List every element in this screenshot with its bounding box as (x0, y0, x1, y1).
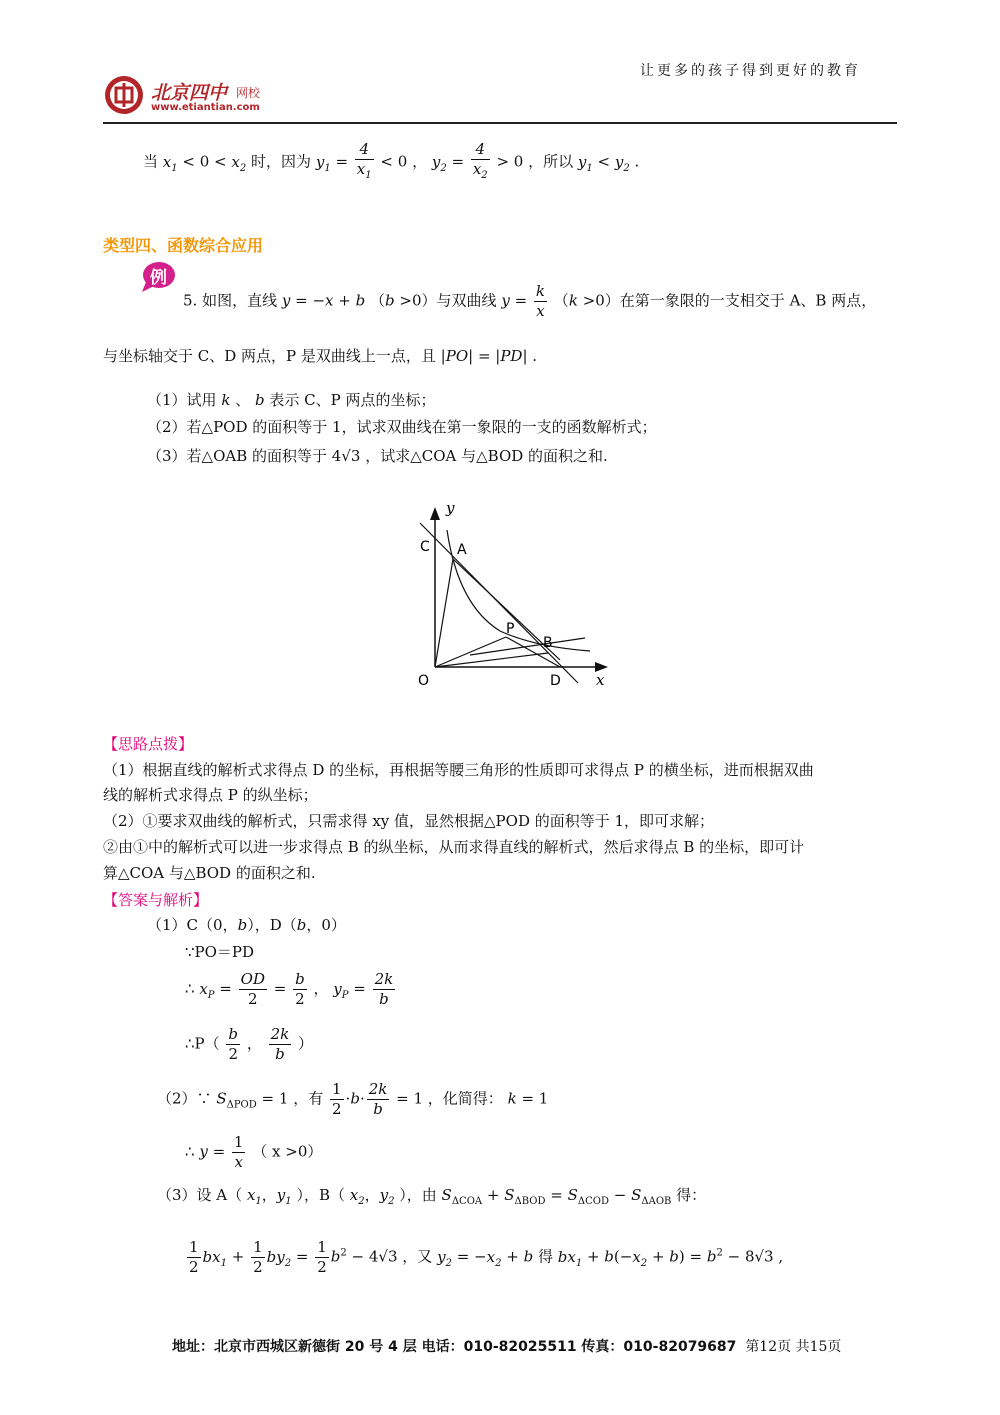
logo-url: www.etiantian.com (151, 102, 260, 113)
text-segment: ， (261, 1186, 277, 1204)
hint-line-5: 算△COA 与△BOD 的面积之和. (103, 864, 316, 882)
text-segment: ，化简得： (427, 1089, 503, 1108)
question-intro: 5. 如图，直线 y = −x + b （b >0）与双曲线 y = $\frac{k}{x}$ （k >0）在第一象限的一支相交于 A、B 两点， (183, 282, 877, 320)
text-segment: ，试求△COA 与△BOD 的面积之和. (365, 447, 608, 465)
question-part3: （3）若△OAB 的面积等于 4√3 ，试求△COA 与△BOD 的面积之和. (147, 447, 608, 465)
text-segment: ），D（ (247, 916, 297, 934)
answer-part1-coords: （1）C（0，b），D（b，0） (147, 916, 346, 934)
text-segment: （ (553, 291, 569, 310)
text-segment: （2）∵ (157, 1089, 212, 1108)
text-segment: ， (412, 152, 428, 171)
therefore-symbol: ∴ (185, 1142, 195, 1161)
answer-point-p: ∴P（ $\frac{b}{2}$ ， $\frac{2k}{b}$ ） (185, 1025, 314, 1063)
example-badge-label: 例 (150, 268, 167, 288)
hyperbola (447, 530, 590, 651)
hint-line-1: （1）根据直线的解析式求得点 D 的坐标，再根据等腰三角形的性质即可求得点 P 的横坐标，进而根据双曲 (103, 761, 814, 779)
text-segment: >0）在第一象限的一支相交于 A、B 两点， (582, 291, 877, 310)
footer-page-number: 第12页 共15页 (745, 1339, 842, 1355)
question-line2: 与坐标轴交于 C、D 两点，P 是双曲线上一点，且 |PO| = |PD| . (103, 347, 538, 365)
answer-part3-equation: $\frac{1}{2}$ $bx_1$ + $\frac{1}{2}$ $by_2$ = $\frac{1}{2}$ $b^2 - 4√3$ ，又 $y_2 = -x_2 + b$ 得 $bx_1 + b(-x_2 + b) = b^2 - 8√3$ , (189, 1238, 784, 1276)
therefore-symbol: ∴ (185, 979, 195, 998)
label-d: D (550, 673, 561, 689)
label-x: x (596, 671, 605, 689)
text-segment: ），B（ (296, 1186, 345, 1204)
hint-line-3: （2）①要求双曲线的解析式，只需求得 xy 值，显然根据△POD 的面积等于 1，即可求解； (103, 812, 715, 830)
text-segment: （ (370, 291, 386, 310)
answer-xp-yp: ∴ $x_P$ = $\frac{OD}{2}$ = $\frac{b}{2}$ ， $y_P$ = $\frac{2k}{b}$ (185, 970, 394, 1008)
text-segment: （1）试用 (147, 391, 217, 409)
text-segment: 表示 C、P 两点的坐标； (269, 391, 436, 409)
label-c: C (420, 539, 430, 555)
text-segment: ， (364, 1186, 380, 1204)
hint-line-2: 线的解析式求得点 P 的纵坐标； (103, 786, 318, 804)
text-segment: ∴P（ (185, 1034, 220, 1053)
answer-part3-setup: （3）设 A（ $x_1$，$y_1$ ），B（ $x_2$，$y_2$ ），由 $S_{\Delta COA} + S_{\Delta BOD} = S_{\Delta COD} - S_{\Delta AOB}$ 得： (157, 1186, 707, 1207)
text-segment: （ x >0） (252, 1142, 323, 1161)
segment-oa (435, 559, 453, 667)
text-segment: ，有 (293, 1089, 324, 1108)
logo-name: 北京四中 (151, 82, 228, 104)
footer-address: 地址：北京市西城区新德街 20 号 4 层 电话：010-82025511 传真：010-82079687 (172, 1339, 737, 1355)
text-segment: 时，因为 (251, 152, 312, 171)
text-segment: ） (298, 1034, 314, 1053)
y-axis-arrow (430, 507, 440, 520)
page-footer (172, 1336, 841, 1356)
answer-heading: 【答案与解析】 (103, 891, 209, 909)
answer-part2: （2）∵ $S_{\Delta POD} = 1$ ，有 $\frac{1}{2}$ ·b· $\frac{2k}{b}$ = 1 ，化简得： k = 1 (157, 1080, 549, 1118)
text-segment: （3）设 A（ (157, 1186, 243, 1204)
text-segment: （1）C（0， (147, 916, 238, 934)
hint-heading: 【思路点拨】 (103, 735, 194, 753)
label-p: P (506, 621, 515, 637)
text-segment: ），由 (399, 1186, 437, 1204)
answer-part2-result: ∴ y = $\frac{1}{x}$ （ x >0） (185, 1133, 323, 1171)
text-segment: 当 (143, 152, 159, 171)
text-segment: ， (313, 979, 329, 998)
text-segment: ，0） (306, 916, 346, 934)
text-segment: 5. 如图，直线 (183, 291, 278, 310)
section-type-title: 类型四、函数综合应用 (103, 236, 264, 255)
hint-line-4: ②由①中的解析式可以进一步求得点 B 的纵坐标，从而求得直线的解析式，然后求得点 B 的坐标，即可计 (103, 838, 805, 856)
header-slogan: 让更多的孩子得到更好的教育 (640, 63, 861, 79)
school-logo (103, 74, 293, 118)
label-o: O (418, 673, 430, 689)
text-segment: 、 (235, 391, 251, 409)
answer-po-eq-pd: ∵PO＝PD (185, 943, 255, 961)
text-segment: （3）若△OAB 的面积等于 (147, 447, 328, 465)
text-segment: ，又 (402, 1247, 433, 1266)
text-segment: >0）与双曲线 (399, 291, 497, 310)
intro-line: 当 $x_1 < 0 < x_2$ 时，因为 $y_1$ = $\frac{4}{x_1}$ < 0 ， $y_2$ = $\frac{4}{x_2}$ > 0 ，所以 $y_1 < y_2$ . (143, 140, 640, 181)
text-segment: 得： (676, 1186, 707, 1204)
logo-emblem-icon (103, 74, 145, 116)
header-rule (103, 122, 897, 124)
text-segment: ， (246, 1034, 262, 1053)
text-segment: 与坐标轴交于 C、D 两点，P 是双曲线上一点，且 (103, 347, 436, 365)
geometry-figure (410, 495, 615, 695)
question-part1: （1）试用 k 、 b 表示 C、P 两点的坐标； (147, 391, 436, 409)
label-a: A (457, 542, 467, 558)
label-b: B (543, 635, 553, 651)
text-segment: ，所以 (528, 152, 574, 171)
label-y: y (446, 499, 455, 517)
question-part2: （2）若△POD 的面积等于 1，试求双曲线在第一象限的一支的函数解析式； (147, 418, 657, 436)
logo-net-label: 网校 (236, 86, 261, 100)
text-segment: 得 (537, 1247, 553, 1266)
